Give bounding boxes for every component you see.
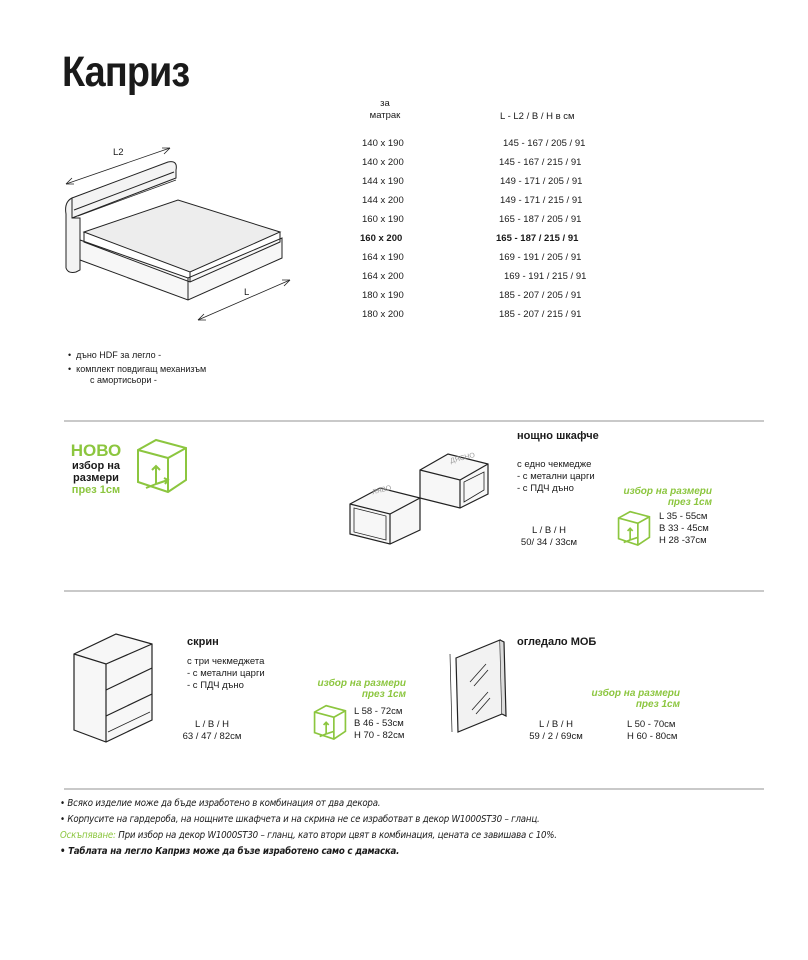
table-row: 140 x 200 [362,157,404,168]
nightstand-custom-size-title [600,486,712,508]
table-row: 160 x 190 [362,214,404,225]
table-row-highlighted: 165 - 187 / 215 / 91 [496,233,579,244]
list-item: с три чекмеджета [187,656,265,667]
chest-dims [172,719,252,743]
custom-title-line: избор на размери [591,688,680,699]
nightstand-dims [509,525,589,549]
mirror-ranges [627,719,677,743]
dims-header: L / B / H [532,525,566,536]
chest-features [187,656,265,692]
nightstand-ranges [659,511,709,547]
note-label: Оскъпяване: [60,830,116,841]
notes [60,796,800,860]
custom-title-line: през 1см [635,699,680,710]
range-item: L 50 - 70см [627,719,676,730]
chest-ranges [354,706,404,742]
mattress-header [360,98,410,122]
new-badge-line: размери [73,472,119,484]
cube-icon [312,702,348,744]
dims-values: 63 / 47 / 82см [182,731,242,742]
custom-title-line: избор на размери [317,678,406,689]
note-line: • Всяко изделие може да бъде изработено в комбинация от два декора. [60,798,381,809]
table-row: 185 - 207 / 215 / 91 [499,309,582,320]
divider [64,788,764,790]
divider [64,420,764,422]
range-item: L 58 - 72см [354,706,403,717]
list-item: - с метални царги [517,471,595,482]
note-line: • Корпусите на гардероба, на нощните шкафчета и на скрина не се изработват в декор W1000ST30 – гланц. [60,814,540,825]
label-l: L [244,287,250,298]
chest-illustration [72,632,158,744]
table-row: 145 - 167 / 205 / 91 [503,138,586,149]
chest-custom-size-title [300,678,406,700]
list-item: • комплект повдигащ механизъм [68,364,207,374]
list-item: с едно чекмедже [517,459,592,470]
new-badge [68,442,124,496]
table-row: 149 - 171 / 215 / 91 [500,195,583,206]
range-item: H 28 -37см [659,535,707,546]
range-item: B 33 - 45см [659,523,709,534]
nightstand-features [517,459,595,495]
cube-icon [134,436,190,498]
mirror-title: огледало МОБ [517,636,597,648]
new-badge-line: избор на [71,460,120,472]
dims-values: 50/ 34 / 33см [520,537,578,548]
chest-title: скрин [187,636,219,648]
table-row-highlighted: 160 x 200 [360,233,403,244]
dims-header: L / B / H [539,719,573,730]
list-item: • дъно HDF за легло - [68,350,162,360]
range-item: L 35 - 55см [659,511,708,522]
table-row: 144 x 200 [362,195,404,206]
range-item: H 60 - 80см [627,731,678,742]
note-line [60,828,800,844]
list-item: - с ПДЧ дъно [187,680,244,691]
custom-title-line: през 1см [667,497,712,508]
table-row: 180 x 190 [362,290,404,301]
table-row: 169 - 191 / 215 / 91 [504,271,587,282]
note-line: • Таблата на легло Каприз може да бъзе изработено само с дамаска. [60,846,400,857]
table-row: 180 x 200 [362,309,404,320]
dims-header: L / B / H [195,719,229,730]
dims-values: 59 / 2 / 69см [529,731,583,742]
page-title: Каприз [62,48,190,96]
table-row: 144 x 190 [362,176,404,187]
custom-title-line: през 1см [361,689,406,700]
new-badge-line: през 1см [71,484,121,496]
table-row: 140 x 190 [362,138,404,149]
divider [64,590,764,592]
range-item: B 46 - 53см [354,718,404,729]
mirror-dims [516,719,596,743]
table-row: 164 x 200 [362,271,404,282]
mattress-header-line1: за [380,98,390,109]
table-row: 149 - 171 / 205 / 91 [500,176,583,187]
range-item: H 70 - 82см [354,730,405,741]
table-row: 164 x 190 [362,252,404,263]
note-text: При избор на декор W1000ST30 – гланц, като втори цвят в комбинация, цената се завишава с 10%. [115,830,557,841]
nightstand-title: нощно шкафче [517,430,599,442]
list-item: - с метални царги [187,668,265,679]
label-l2: L2 [113,147,124,158]
nightstand-label-left: ЛЯВО [371,484,393,497]
list-item: - с ПДЧ дъно [517,483,574,494]
dims-header: L - L2 / B / H в см [500,111,575,122]
table-row: 145 - 167 / 215 / 91 [499,157,582,168]
custom-title-line: избор на размери [623,486,712,497]
cube-icon [616,508,652,550]
bed-illustration [50,140,300,330]
table-row: 185 - 207 / 205 / 91 [499,290,582,301]
mirror-custom-size-title [570,688,680,710]
table-row: 165 - 187 / 205 / 91 [499,214,582,225]
bed-features [68,350,206,386]
nightstand-label-right: ДЯСНО [449,452,476,465]
mattress-header-line2: матрак [369,110,401,121]
mirror-illustration [446,634,510,742]
list-item: с амортисьори - [90,375,157,385]
table-row: 169 - 191 / 205 / 91 [499,252,582,263]
new-badge-title: НОВО [70,441,122,460]
